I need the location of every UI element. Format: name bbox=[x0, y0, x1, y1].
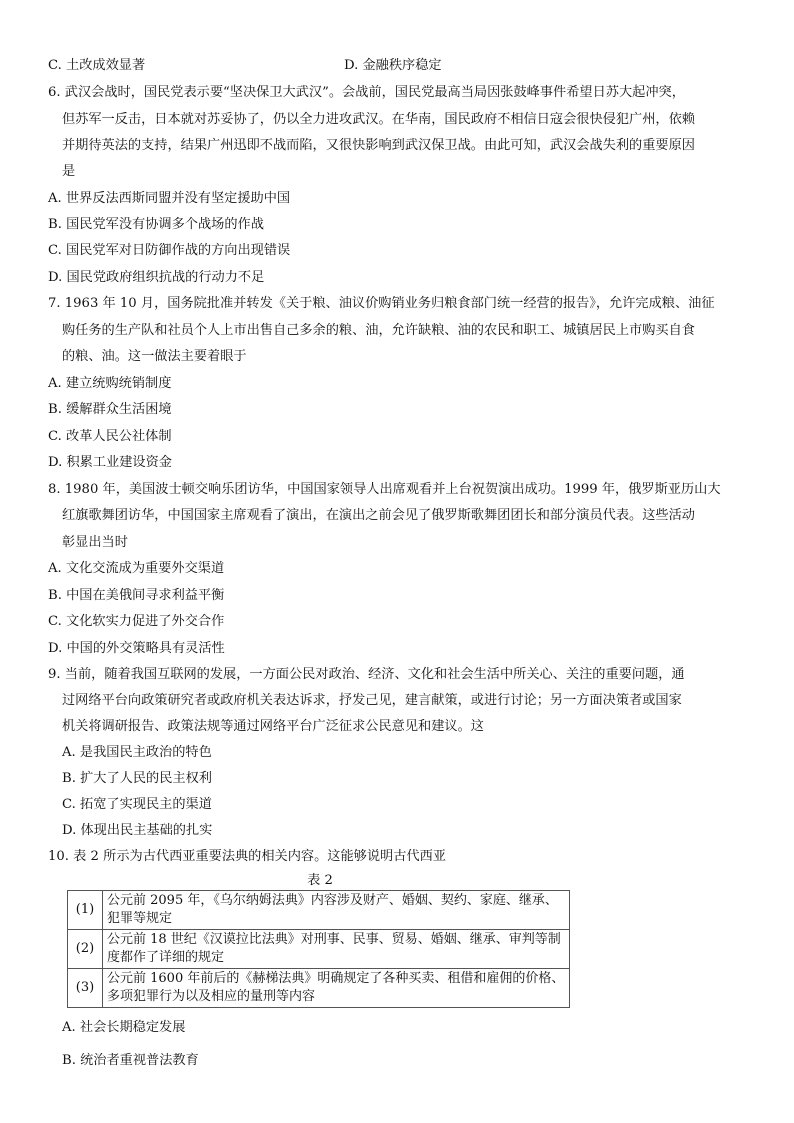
q7-line-3: 的粮、油。这一做法主要着眼于 bbox=[62, 349, 247, 364]
q6-line-1: 6. 武汉会战时，国民党表示要“坚决保卫大武汉”。会战前，国民党最高当局因张鼓峰事件希望日苏大起冲突， bbox=[48, 85, 685, 100]
row-content: 公元前 18 世纪《汉谟拉比法典》对刑事、民事、贸易、婚姻、继承、审判等制度都作了详细的规定 bbox=[103, 930, 570, 969]
q6-option-c: C. 国民党军对日防御作战的方向出现错误 bbox=[48, 243, 291, 258]
q9-option-b: B. 扩大了人民的民主权利 bbox=[62, 771, 212, 786]
q8-line-2: 红旗歌舞团访华，中国国家主席观看了演出，在演出之前会见了俄罗斯歌舞团团长和部分演员代表。这些活动 bbox=[62, 508, 695, 523]
q9-line-1: 9. 当前，随着我国互联网的发展，一方面公民对政治、经济、文化和社会生活中所关心、关注的重要问题，通 bbox=[48, 667, 685, 682]
q9-option-d: D. 体现出民主基础的扎实 bbox=[62, 823, 213, 838]
q6-line-3: 并期待英法的支持，结果广州迅即不战而陷，又很快影响到武汉保卫战。由此可知，武汉会战失利的重要原因 bbox=[62, 138, 695, 153]
q8-option-a: A. 文化交流成为重要外交渠道 bbox=[48, 561, 225, 576]
q8-line-1: 8. 1980 年，美国波士顿交响乐团访华，中国国家领导人出席观看并上台祝贺演出成功。1999 年，俄罗斯亚历山大 bbox=[48, 482, 721, 497]
table-row bbox=[68, 969, 570, 1008]
law-code-table bbox=[67, 890, 570, 1008]
q7-line-2: 购任务的生产队和社员个人上市出售自己多余的粮、油，允许缺粮、油的农民和职工、城镇居民上市购买自食 bbox=[62, 323, 695, 338]
q7-option-d: D. 积累工业建设资金 bbox=[48, 455, 172, 470]
q10-line-1: 10. 表 2 所示为古代西亚重要法典的相关内容。这能够说明古代西亚 bbox=[48, 849, 446, 864]
option-c-prev: C. 土改成效显著 bbox=[48, 58, 146, 73]
q10-option-b: B. 统治者重视普法教育 bbox=[62, 1053, 199, 1068]
row-content: 公元前 1600 年前后的《赫梯法典》明确规定了各种买卖、租借和雇佣的价格、多项犯罪行为以及相应的量刑等内容 bbox=[103, 969, 570, 1008]
q6-line-2: 但苏军一反击，日本就对苏妥协了，仍以全力进攻武汉。在华南，国民政府不相信日寇会很快侵犯广州，依赖 bbox=[62, 112, 695, 127]
q6-option-d: D. 国民党政府组织抗战的行动力不足 bbox=[48, 270, 265, 285]
row-number: (1) bbox=[68, 891, 103, 930]
q9-option-a: A. 是我国民主政治的特色 bbox=[62, 745, 212, 760]
q9-line-3: 机关将调研报告、政策法规等通过网络平台广泛征求公民意见和建议。这 bbox=[62, 719, 484, 734]
q8-option-c: C. 文化软实力促进了外交合作 bbox=[48, 614, 225, 629]
row-number: (2) bbox=[68, 930, 103, 969]
q6-option-b: B. 国民党军没有协调多个战场的作战 bbox=[48, 217, 264, 232]
q9-line-2: 过网络平台向政策研究者或政府机关表达诉求，抒发己见，建言献策，或进行讨论；另一方面决策者或国家 bbox=[62, 693, 682, 708]
q9-option-c: C. 拓宽了实现民主的渠道 bbox=[62, 797, 212, 812]
option-d-prev: D. 金融秩序稳定 bbox=[344, 58, 442, 73]
q8-option-b: B. 中国在美俄间寻求利益平衡 bbox=[48, 588, 225, 603]
q7-line-1: 7. 1963 年 10 月，国务院批准并转发《关于粮、油议价购销业务归粮食部门统一经营的报告》，允许完成粮、油征 bbox=[48, 296, 715, 311]
q7-option-a: A. 建立统购统销制度 bbox=[48, 376, 172, 391]
q7-option-c: C. 改革人民公社体制 bbox=[48, 429, 172, 444]
q8-line-3: 彰显出当时 bbox=[62, 535, 128, 550]
table-caption: 表 2 bbox=[307, 873, 333, 888]
q8-option-d: D. 中国的外交策略具有灵活性 bbox=[48, 641, 225, 656]
q10-option-a: A. 社会长期稳定发展 bbox=[62, 1020, 186, 1035]
table-row bbox=[68, 930, 570, 969]
q6-option-a: A. 世界反法西斯同盟并没有坚定援助中国 bbox=[48, 191, 291, 206]
row-number: (3) bbox=[68, 969, 103, 1008]
row-content: 公元前 2095 年，《乌尔纳姆法典》内容涉及财产、婚姻、契约、家庭、继承、犯罪等规定 bbox=[103, 891, 570, 930]
table-row bbox=[68, 891, 570, 930]
q6-line-4: 是 bbox=[62, 164, 76, 179]
q7-option-b: B. 缓解群众生活困境 bbox=[48, 402, 172, 417]
